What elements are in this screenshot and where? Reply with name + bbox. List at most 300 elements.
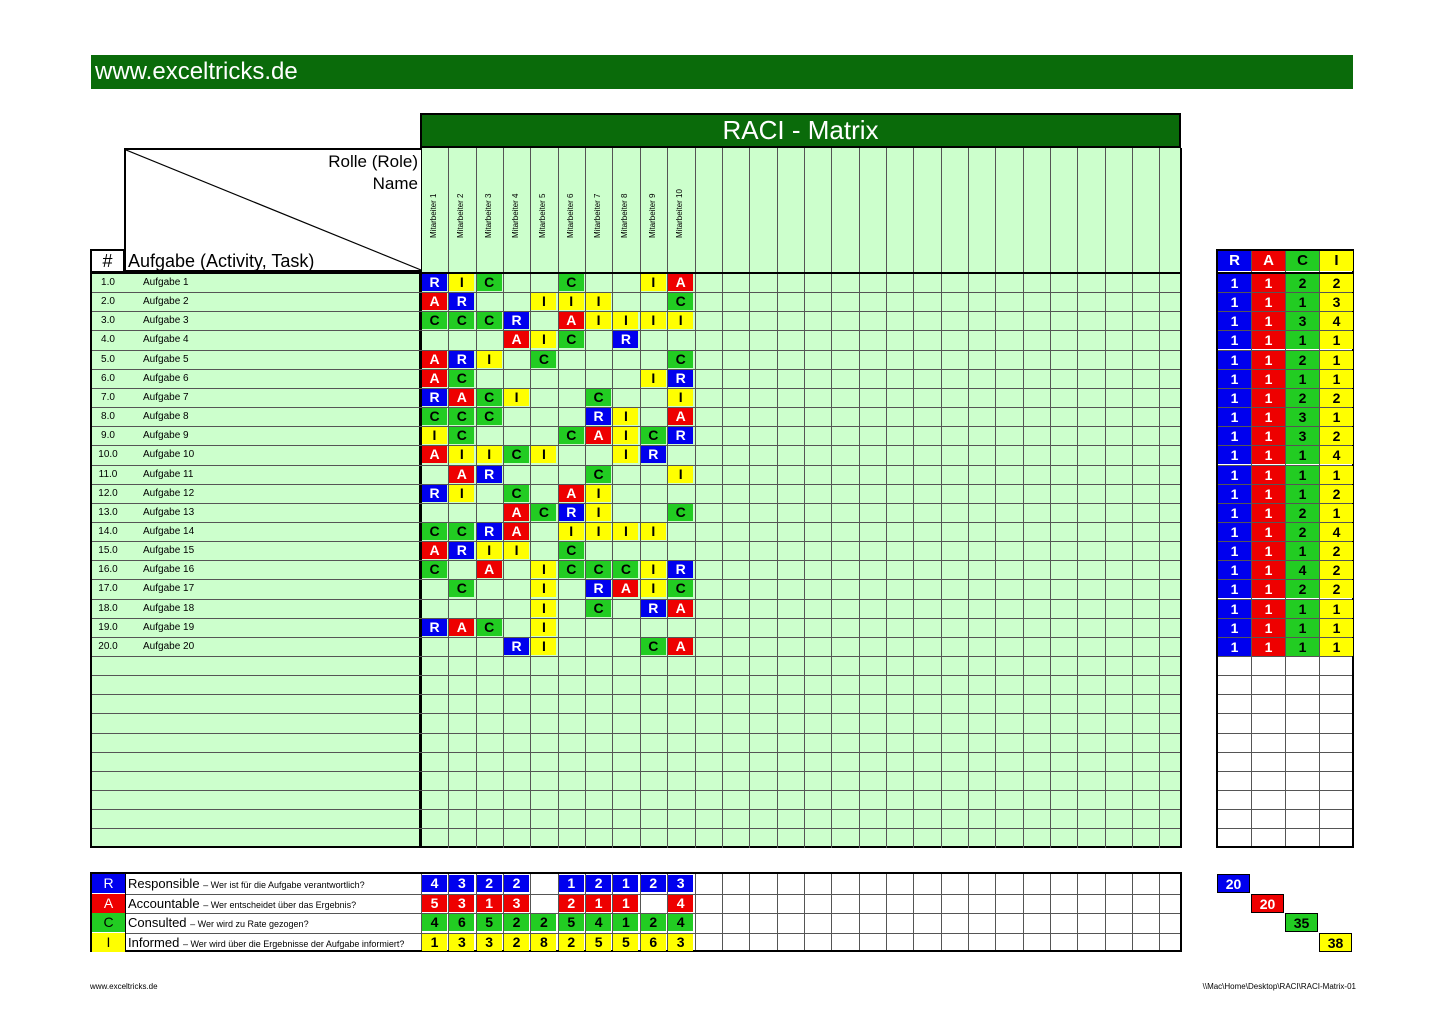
legend-vline xyxy=(859,874,860,950)
grid-vline xyxy=(1050,148,1051,848)
legend-text xyxy=(128,935,404,950)
task-number: 2.0 xyxy=(101,296,115,308)
legend-count: 2 xyxy=(641,914,666,931)
task-name: Aufgabe 20 xyxy=(143,640,195,652)
employee-header xyxy=(484,156,512,238)
summary-cell: 1 xyxy=(1286,542,1319,560)
summary-cell: 1 xyxy=(1320,466,1353,484)
raci-cell: I xyxy=(531,293,556,310)
legend-count: 2 xyxy=(559,895,584,912)
summary-cell: 2 xyxy=(1320,561,1353,579)
raci-cell: I xyxy=(641,523,666,540)
task-number: 5.0 xyxy=(101,353,115,365)
legend-vline xyxy=(722,874,723,950)
raci-cell: C xyxy=(422,408,447,425)
legend-total: 20 xyxy=(1217,874,1250,893)
raci-cell: C xyxy=(504,446,529,463)
summary-cell: 2 xyxy=(1320,389,1353,407)
raci-cell: I xyxy=(559,293,584,310)
employee-name: Mitarbeiter 2 xyxy=(456,193,466,238)
raci-cell: C xyxy=(559,331,584,348)
raci-cell: I xyxy=(422,427,447,444)
employee-name: Mitarbeiter 7 xyxy=(593,193,603,238)
legend-count: 2 xyxy=(586,875,611,892)
grid-vline xyxy=(722,148,723,848)
raci-cell: I xyxy=(668,312,693,329)
raci-cell: A xyxy=(668,274,693,291)
legend-count: 5 xyxy=(422,895,447,912)
legend-count: 3 xyxy=(668,934,693,951)
grid-vline xyxy=(640,148,641,848)
legend-count: 1 xyxy=(586,895,611,912)
summary-cell: 1 xyxy=(1252,485,1285,503)
grid-vline xyxy=(831,148,832,848)
raci-cell: C xyxy=(477,312,502,329)
raci-cell: R xyxy=(422,389,447,406)
legend-desc: – Wer wird zu Rate gezogen? xyxy=(190,919,309,929)
legend-count: 2 xyxy=(504,914,529,931)
summary-cell: 1 xyxy=(1252,351,1285,369)
employee-name: Mitarbeiter 6 xyxy=(565,193,575,238)
raci-cell: A xyxy=(422,370,447,387)
grid-hline xyxy=(92,675,1180,676)
raci-cell: R xyxy=(422,485,447,502)
legend-count: 2 xyxy=(559,934,584,951)
task-name: Aufgabe 7 xyxy=(143,391,189,403)
grid-vline xyxy=(1077,148,1078,848)
grid-vline xyxy=(913,148,914,848)
legend-total: 35 xyxy=(1285,913,1318,932)
grid-hline xyxy=(92,694,1180,695)
employee-name: Mitarbeiter 10 xyxy=(675,189,685,238)
summary-cell: 3 xyxy=(1320,293,1353,311)
summary-cell: 1 xyxy=(1252,312,1285,330)
raci-cell: A xyxy=(559,312,584,329)
task-name: Aufgabe 5 xyxy=(143,353,189,365)
summary-header: C xyxy=(1286,251,1319,271)
summary-cell: 1 xyxy=(1252,370,1285,388)
legend-count: 4 xyxy=(586,914,611,931)
legend-letter: R xyxy=(92,874,125,893)
legend-vline xyxy=(1077,874,1078,950)
raci-cell: I xyxy=(504,389,529,406)
raci-cell: A xyxy=(586,427,611,444)
raci-cell: I xyxy=(586,485,611,502)
header-divider xyxy=(90,272,1182,274)
raci-cell: R xyxy=(477,523,502,540)
legend-letter: I xyxy=(92,933,125,952)
raci-cell: I xyxy=(477,446,502,463)
summary-cell: 1 xyxy=(1320,351,1353,369)
grid-hline xyxy=(92,465,1180,466)
raci-cell: R xyxy=(477,466,502,483)
raci-cell: C xyxy=(449,312,474,329)
raci-cell: C xyxy=(668,504,693,521)
raci-cell: I xyxy=(449,446,474,463)
raci-cell: I xyxy=(449,274,474,291)
raci-cell: I xyxy=(613,312,638,329)
summary-cell: 1 xyxy=(1286,485,1319,503)
legend-count: 2 xyxy=(477,875,502,892)
legend-count: 4 xyxy=(422,875,447,892)
legend-count: 3 xyxy=(477,934,502,951)
raci-cell: C xyxy=(449,523,474,540)
legend-count: 4 xyxy=(422,914,447,931)
task-number: 7.0 xyxy=(101,391,115,403)
task-number: 4.0 xyxy=(101,334,115,346)
legend-letter: C xyxy=(92,913,125,932)
grid-vline xyxy=(941,148,942,848)
raci-cell: C xyxy=(449,427,474,444)
summary-cell: 1 xyxy=(1320,504,1353,522)
grid-hline xyxy=(92,292,1180,293)
legend-count: 6 xyxy=(641,934,666,951)
employee-name: Mitarbeiter 9 xyxy=(647,193,657,238)
task-name: Aufgabe 10 xyxy=(143,449,195,461)
grid-hline xyxy=(92,350,1180,351)
matrix-title: RACI - Matrix xyxy=(420,113,1181,148)
task-name: Aufgabe 12 xyxy=(143,487,195,499)
legend-count: 5 xyxy=(586,934,611,951)
employee-header xyxy=(566,156,594,238)
summary-cell: 2 xyxy=(1286,274,1319,292)
grid-vline xyxy=(530,148,531,848)
summary-cell: 3 xyxy=(1286,312,1319,330)
legend-text xyxy=(128,896,356,911)
summary-cell: 1 xyxy=(1218,274,1251,292)
summary-cell: 1 xyxy=(1320,619,1353,637)
raci-cell: C xyxy=(586,561,611,578)
legend-count: 5 xyxy=(559,914,584,931)
legend-count: 2 xyxy=(504,875,529,892)
employee-header xyxy=(620,156,648,238)
raci-cell: I xyxy=(613,427,638,444)
summary-cell: 2 xyxy=(1320,580,1353,598)
raci-cell: A xyxy=(668,600,693,617)
employee-name: Mitarbeiter 8 xyxy=(620,193,630,238)
summary-cell: 1 xyxy=(1218,619,1251,637)
employee-header xyxy=(648,156,676,238)
task-name: Aufgabe 14 xyxy=(143,525,195,537)
legend-desc: – Wer wird über die Ergebnisse der Aufgabe informiert? xyxy=(182,938,405,949)
legend-count: 1 xyxy=(613,914,638,931)
summary-cell: 1 xyxy=(1320,600,1353,618)
grid-hline xyxy=(92,809,1180,810)
raci-cell: C xyxy=(586,466,611,483)
raci-cell: I xyxy=(559,523,584,540)
legend-count: 2 xyxy=(531,914,556,931)
task-name: Aufgabe 11 xyxy=(143,468,194,480)
raci-cell: I xyxy=(586,504,611,521)
raci-cell: I xyxy=(531,619,556,636)
legend-count: 3 xyxy=(449,895,474,912)
raci-cell: A xyxy=(559,485,584,502)
legend-term: Informed xyxy=(128,934,180,950)
grid-vline xyxy=(804,148,805,848)
raci-cell: C xyxy=(477,619,502,636)
grid-vline xyxy=(886,148,887,848)
legend-letter-divider xyxy=(125,874,126,950)
raci-cell: C xyxy=(559,542,584,559)
legend-vline xyxy=(804,874,805,950)
raci-cell: R xyxy=(613,331,638,348)
legend-vline xyxy=(995,874,996,950)
summary-cell: 1 xyxy=(1252,331,1285,349)
summary-cell: 2 xyxy=(1286,504,1319,522)
legend-letter: A xyxy=(92,894,125,913)
employee-header xyxy=(538,156,566,238)
raci-cell: I xyxy=(613,446,638,463)
raci-cell: I xyxy=(531,580,556,597)
task-name: Aufgabe 18 xyxy=(143,602,195,614)
employee-header xyxy=(593,156,621,238)
raci-cell: C xyxy=(668,293,693,310)
summary-cell: 1 xyxy=(1218,408,1251,426)
legend-total: 38 xyxy=(1319,933,1352,952)
summary-cell: 1 xyxy=(1252,580,1285,598)
legend-count: 5 xyxy=(613,934,638,951)
grid-hline xyxy=(92,828,1180,829)
employee-name: Mitarbeiter 1 xyxy=(429,193,438,238)
task-number: 15.0 xyxy=(98,545,118,557)
legend-text xyxy=(128,876,365,891)
legend-term: Responsible xyxy=(128,876,200,891)
summary-cell: 1 xyxy=(1286,370,1319,388)
grid-vline xyxy=(667,148,668,848)
summary-cell: 1 xyxy=(1218,370,1251,388)
raci-cell: R xyxy=(449,351,474,368)
raci-cell: C xyxy=(559,561,584,578)
legend-vline xyxy=(695,874,696,950)
summary-cell: 2 xyxy=(1286,351,1319,369)
summary-cell: 1 xyxy=(1286,600,1319,618)
task-number: 14.0 xyxy=(98,525,118,537)
task-name: Aufgabe 6 xyxy=(143,372,189,384)
task-header: Aufgabe (Activity, Task) xyxy=(128,251,315,271)
role-label: Rolle (Role) xyxy=(328,152,418,171)
raci-cell: C xyxy=(477,389,502,406)
summary-cell: 2 xyxy=(1286,389,1319,407)
raci-cell: C xyxy=(477,408,502,425)
raci-cell: I xyxy=(586,312,611,329)
summary-cell: 2 xyxy=(1320,485,1353,503)
name-label: Name xyxy=(372,174,418,193)
summary-cell: 1 xyxy=(1252,408,1285,426)
legend-count: 1 xyxy=(422,934,447,951)
task-name: Aufgabe 19 xyxy=(143,621,195,633)
summary-header: A xyxy=(1252,251,1285,271)
legend-vline xyxy=(941,874,942,950)
summary-cell: 1 xyxy=(1218,389,1251,407)
summary-cell: 1 xyxy=(1218,485,1251,503)
raci-cell: A xyxy=(449,389,474,406)
legend-count: 3 xyxy=(449,934,474,951)
task-name: Aufgabe 1 xyxy=(143,277,189,288)
raci-cell: R xyxy=(668,427,693,444)
raci-cell: C xyxy=(422,561,447,578)
raci-cell: C xyxy=(613,561,638,578)
legend-count: 5 xyxy=(477,914,502,931)
task-number: 18.0 xyxy=(98,602,118,614)
legend-vline xyxy=(1023,874,1024,950)
summary-cell: 1 xyxy=(1320,638,1353,656)
site-url: www.exceltricks.de xyxy=(95,58,298,85)
hash-header: # xyxy=(90,249,125,273)
grid-hline xyxy=(92,503,1180,504)
employee-header xyxy=(511,156,539,238)
grid-hline xyxy=(92,637,1180,638)
legend-count: 2 xyxy=(641,875,666,892)
raci-cell: I xyxy=(668,389,693,406)
task-number: 13.0 xyxy=(98,506,118,518)
raci-cell: C xyxy=(586,389,611,406)
raci-cell: C xyxy=(559,274,584,291)
summary-cell: 1 xyxy=(1218,427,1251,445)
raci-cell: C xyxy=(422,312,447,329)
employee-header xyxy=(675,156,703,238)
raci-cell: I xyxy=(531,638,556,655)
raci-cell: A xyxy=(449,466,474,483)
task-name: Aufgabe 17 xyxy=(143,583,195,595)
summary-cell: 1 xyxy=(1286,293,1319,311)
task-name: Aufgabe 8 xyxy=(143,411,189,423)
legend-count: 1 xyxy=(477,895,502,912)
summary-cell: 1 xyxy=(1286,466,1319,484)
task-number: 11.0 xyxy=(98,468,118,480)
grid-hline xyxy=(92,369,1180,370)
task-column xyxy=(90,249,421,848)
grid-hline xyxy=(92,599,1180,600)
grid-vline xyxy=(1023,148,1024,848)
summary-cell: 1 xyxy=(1218,504,1251,522)
raci-cell: I xyxy=(613,408,638,425)
task-number: 9.0 xyxy=(101,430,115,442)
legend-count: 2 xyxy=(504,934,529,951)
raci-cell: C xyxy=(559,427,584,444)
raci-cell: R xyxy=(668,561,693,578)
legend-count: 3 xyxy=(504,895,529,912)
raci-cell: C xyxy=(504,485,529,502)
summary-cell: 1 xyxy=(1252,561,1285,579)
raci-cell: R xyxy=(641,600,666,617)
grid-hline xyxy=(92,388,1180,389)
grid-vline xyxy=(695,148,696,848)
grid-vline xyxy=(995,148,996,848)
summary-header: I xyxy=(1320,251,1353,271)
raci-cell: I xyxy=(641,274,666,291)
raci-cell: A xyxy=(477,561,502,578)
summary-cell: 1 xyxy=(1252,523,1285,541)
raci-cell: I xyxy=(641,370,666,387)
task-number: 6.0 xyxy=(101,372,115,384)
legend-count: 3 xyxy=(668,875,693,892)
task-name: Aufgabe 2 xyxy=(143,296,189,308)
grid-hline xyxy=(92,752,1180,753)
raci-cell: A xyxy=(422,446,447,463)
site-banner xyxy=(91,55,1353,89)
raci-cell: I xyxy=(641,312,666,329)
legend-count: 8 xyxy=(531,934,556,951)
legend-count: 6 xyxy=(449,914,474,931)
raci-cell: R xyxy=(586,580,611,597)
raci-cell: C xyxy=(668,580,693,597)
summary-cell: 1 xyxy=(1218,523,1251,541)
legend-total: 20 xyxy=(1251,894,1284,913)
legend-term: Accountable xyxy=(128,895,200,911)
summary-cell: 4 xyxy=(1320,446,1353,464)
grid-hline xyxy=(92,713,1180,714)
summary-cell: 1 xyxy=(1218,331,1251,349)
raci-cell: C xyxy=(449,408,474,425)
employee-name: Mitarbeiter 3 xyxy=(483,193,493,238)
summary-cell: 1 xyxy=(1252,619,1285,637)
legend-vline xyxy=(1050,874,1051,950)
raci-cell: C xyxy=(586,600,611,617)
employee-header xyxy=(456,156,484,238)
raci-cell: A xyxy=(668,638,693,655)
raci-cell: C xyxy=(449,370,474,387)
legend-count: 4 xyxy=(668,895,693,912)
legend-vline xyxy=(777,874,778,950)
raci-cell: R xyxy=(668,370,693,387)
summary-cell: 1 xyxy=(1252,293,1285,311)
summary-header: R xyxy=(1218,251,1251,271)
grid-hline xyxy=(92,656,1180,657)
summary-cell: 4 xyxy=(1320,523,1353,541)
raci-cell: C xyxy=(641,638,666,655)
task-number: 10.0 xyxy=(98,449,118,461)
footer-right: \\Mac\Home\Desktop\RACI\RACI-Matrix-01 xyxy=(1202,982,1356,991)
legend-count: 1 xyxy=(559,875,584,892)
grid-hline xyxy=(92,484,1180,485)
grid-vline xyxy=(1132,148,1133,848)
legend-term: Consulted xyxy=(128,915,187,930)
legend-count: 1 xyxy=(613,875,638,892)
summary-cell: 1 xyxy=(1218,561,1251,579)
summary-cell: 1 xyxy=(1286,446,1319,464)
summary-cell: 1 xyxy=(1252,600,1285,618)
summary-cell: 4 xyxy=(1320,312,1353,330)
summary-cell: 1 xyxy=(1320,370,1353,388)
summary-cell: 1 xyxy=(1286,331,1319,349)
summary-cell: 1 xyxy=(1218,293,1251,311)
legend-vline xyxy=(1159,874,1160,950)
legend-vline xyxy=(749,874,750,950)
raci-cell: A xyxy=(449,619,474,636)
legend-vline xyxy=(886,874,887,950)
raci-cell: A xyxy=(422,293,447,310)
task-number: 8.0 xyxy=(101,411,115,423)
summary-cell: 1 xyxy=(1218,638,1251,656)
summary-cell: 2 xyxy=(1320,427,1353,445)
task-name: Aufgabe 15 xyxy=(143,545,195,557)
raci-cell: C xyxy=(477,274,502,291)
raci-cell: A xyxy=(504,504,529,521)
summary-cell: 2 xyxy=(1320,542,1353,560)
grid-hline xyxy=(92,790,1180,791)
summary-cell: 1 xyxy=(1252,542,1285,560)
raci-cell: I xyxy=(586,523,611,540)
grid-hline xyxy=(92,541,1180,542)
summary-cell: 1 xyxy=(1218,466,1251,484)
raci-cell: R xyxy=(449,293,474,310)
raci-cell: R xyxy=(422,619,447,636)
summary-cell: 1 xyxy=(1252,389,1285,407)
raci-cell: R xyxy=(449,542,474,559)
summary-cell: 1 xyxy=(1252,446,1285,464)
legend-text xyxy=(128,915,309,930)
summary-cell: 1 xyxy=(1286,638,1319,656)
